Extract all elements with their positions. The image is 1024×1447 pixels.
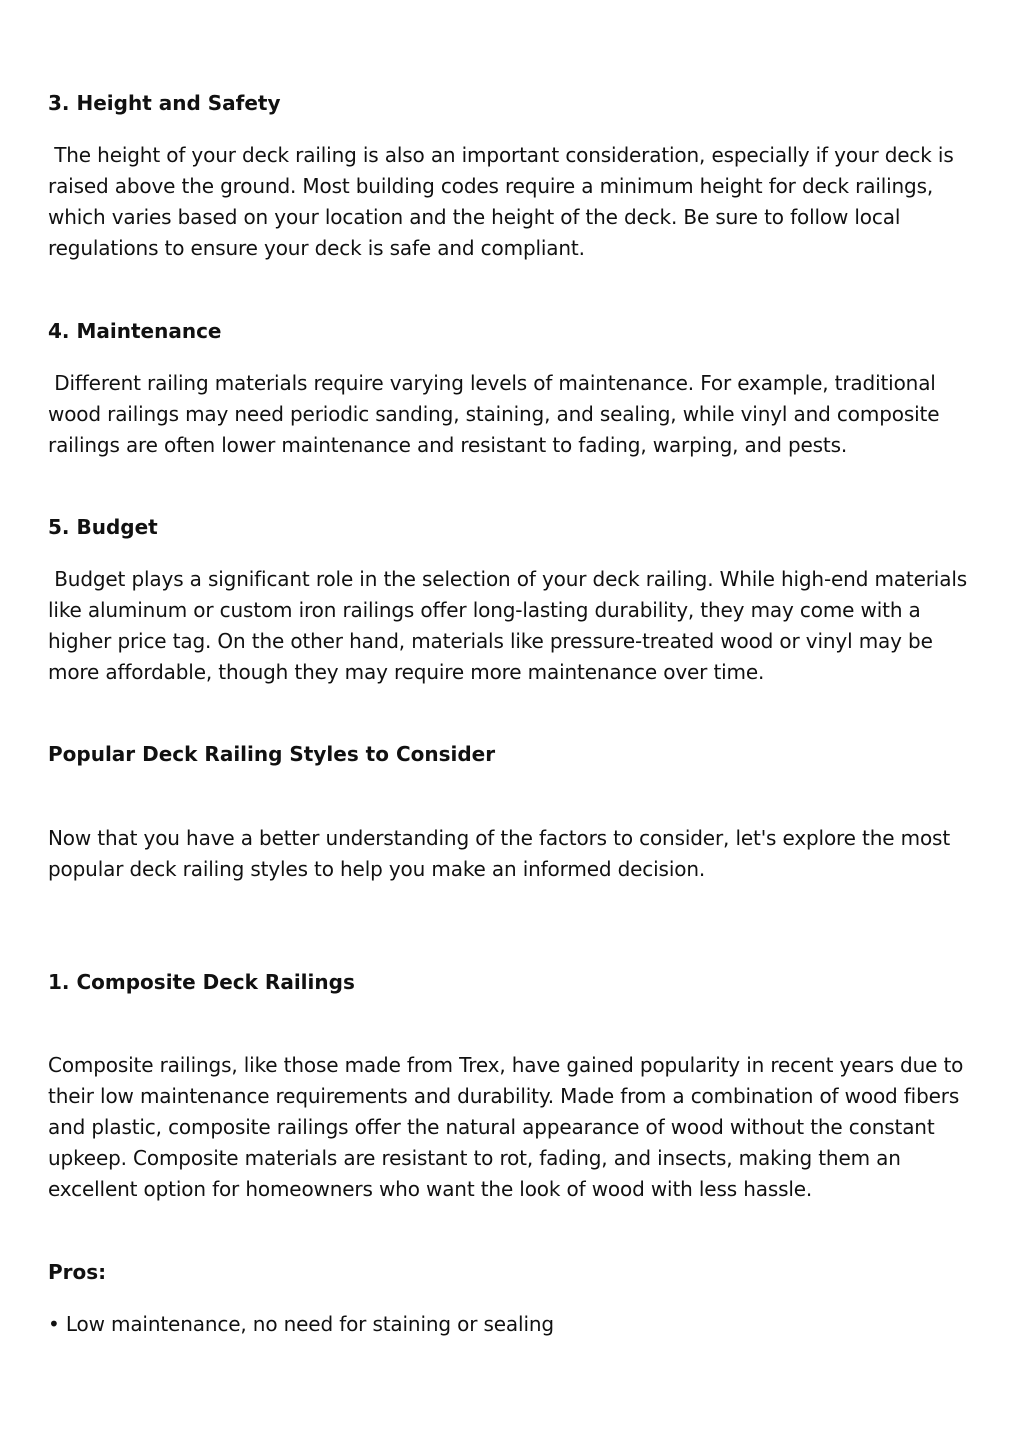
pros-heading: Pros:: [48, 1260, 107, 1284]
section-heading-budget: 5. Budget: [48, 515, 158, 539]
section-heading-height-safety: 3. Height and Safety: [48, 91, 281, 115]
section-heading-composite: 1. Composite Deck Railings: [48, 970, 355, 994]
section-body-composite: Composite railings, like those made from Trex, have gained popularity in recent years due to their low maintenance requirements and durability. Made from a combination of wood fibers and plastic, composite railings offer the natural appearance of wood without the constant upkeep. Composite materials are resistant to rot, fading, and insects, making them an excellent option for homeowners who want the look of wood with less hassle.: [48, 1053, 964, 1201]
section-body-height-safety: The height of your deck railing is also an important consideration, especially if your deck is raised above the ground. Most building codes require a minimum height for deck railings, which varies based on your location and the height of the deck. Be sure to follow local regulations to ensure your deck is safe and compliant.: [48, 143, 960, 260]
section-heading-popular-styles: Popular Deck Railing Styles to Consider: [48, 742, 496, 766]
section-heading-maintenance: 4. Maintenance: [48, 319, 222, 343]
section-body-budget: Budget plays a significant role in the selection of your deck railing. While high-end materials like aluminum or custom iron railings offer long-lasting durability, they may come with a higher price tag. On the other hand, materials like pressure-treated wood or vinyl may be more affordable, though they may require more maintenance over time.: [48, 567, 974, 684]
section-body-popular-styles: Now that you have a better understanding of the factors to consider, let's explore the most popular deck railing styles to help you make an informed decision.: [48, 826, 951, 881]
pros-list-item: • Low maintenance, no need for staining or sealing: [48, 1312, 554, 1336]
section-body-maintenance: Different railing materials require varying levels of maintenance. For example, traditional wood railings may need periodic sanding, staining, and sealing, while vinyl and composite railings are often lower maintenance and resistant to fading, warping, and pests.: [48, 371, 946, 457]
